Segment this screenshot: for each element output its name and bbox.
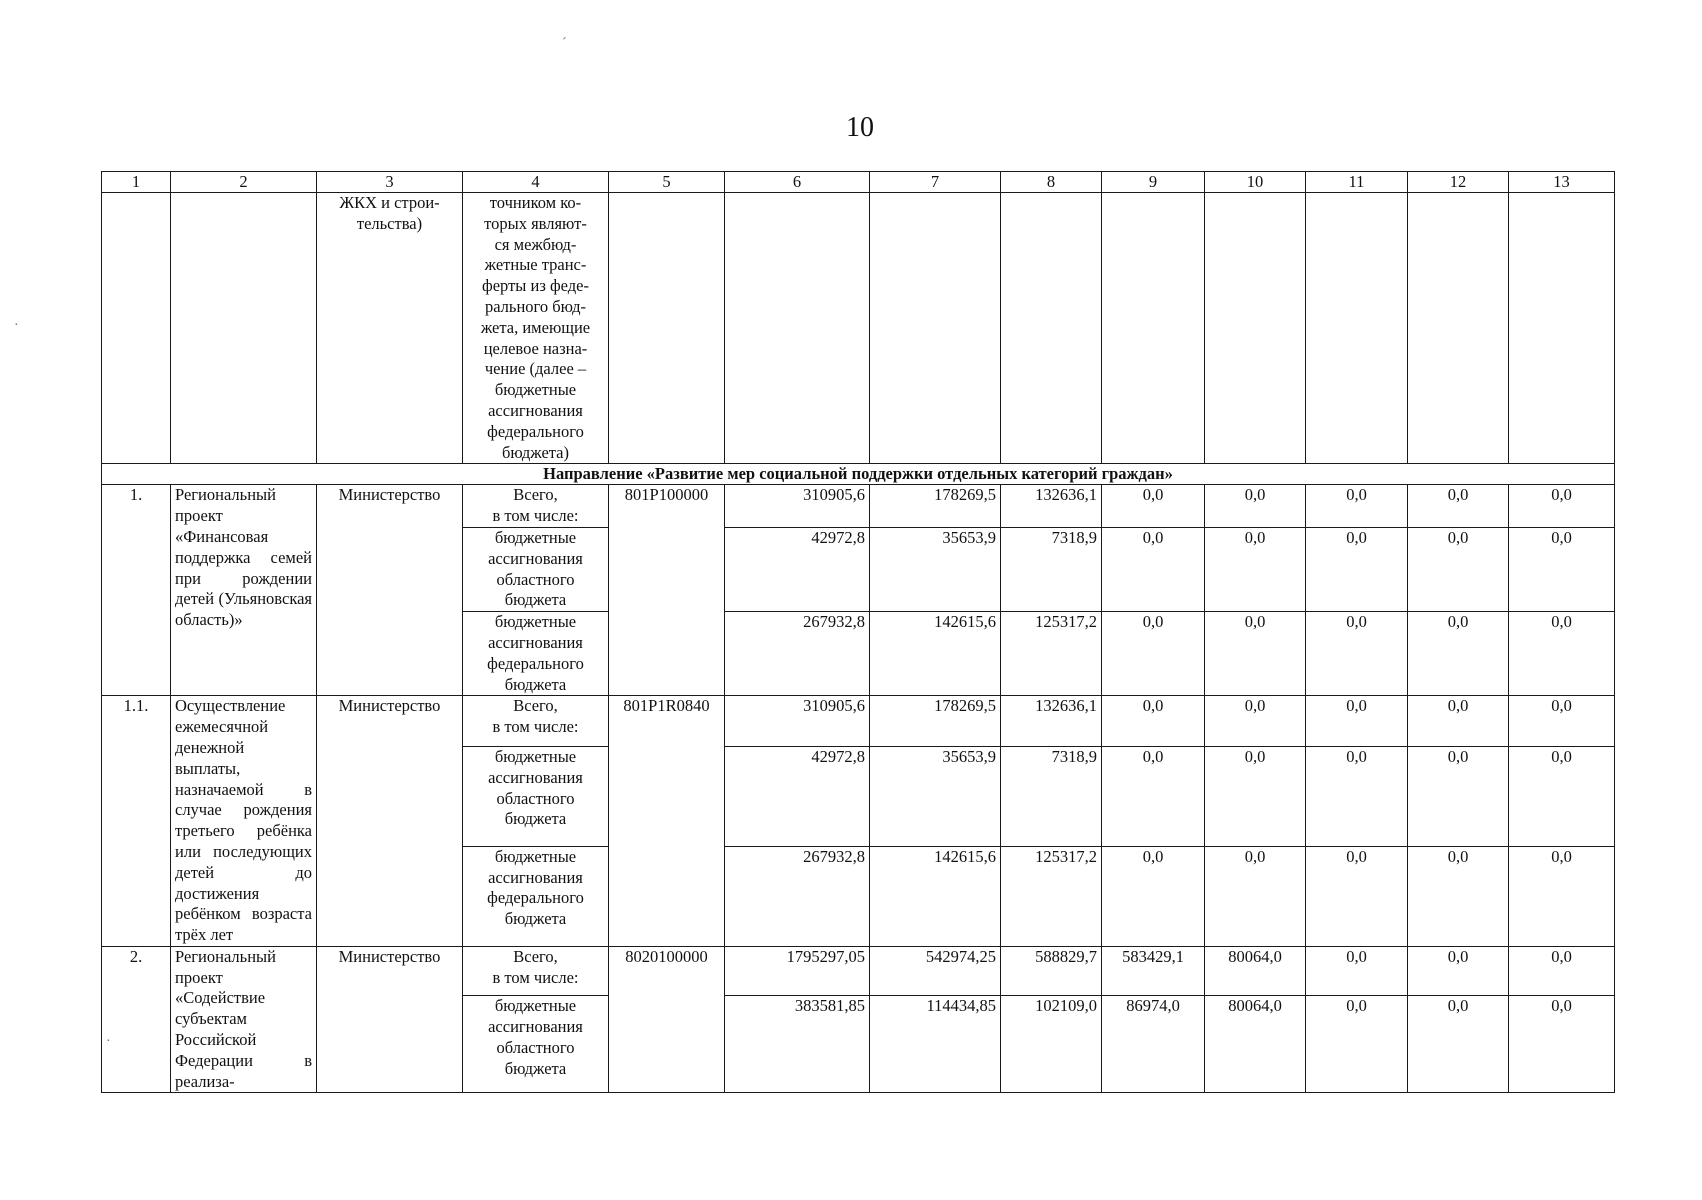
budget-table <box>101 171 1615 1093</box>
amount-cell: 125317,2 <box>1001 846 1102 946</box>
amount-cell: 125317,2 <box>1001 612 1102 696</box>
cell-value <box>1102 193 1205 464</box>
amount-cell: 86974,0 <box>1102 996 1205 1093</box>
amount-cell: 0,0 <box>1408 696 1509 747</box>
column-number: 11 <box>1306 172 1408 193</box>
amount-cell: 267932,8 <box>725 612 870 696</box>
amount-cell: 0,0 <box>1102 696 1205 747</box>
direction-row <box>102 464 1615 485</box>
amount-cell: 1795297,05 <box>725 946 870 995</box>
measure-name: Осуществление ежемесячной денежной выплаты, назначаемой в случае рождения третьего ребёнка или последующих детей до достижения ребёнком возраста трёх лет <box>171 696 317 947</box>
amount-cell: 0,0 <box>1509 612 1615 696</box>
column-number: 5 <box>609 172 725 193</box>
cell-value <box>1408 193 1509 464</box>
cell-value <box>725 193 870 464</box>
amount-cell: 0,0 <box>1306 485 1408 528</box>
amount-cell: 114434,85 <box>870 996 1001 1093</box>
amount-cell: 267932,8 <box>725 846 870 946</box>
amount-cell: 0,0 <box>1306 946 1408 995</box>
scan-speck: ´ <box>562 36 567 51</box>
amount-cell: 0,0 <box>1205 696 1306 747</box>
amount-cell: 80064,0 <box>1205 996 1306 1093</box>
amount-cell: 0,0 <box>1509 746 1615 846</box>
amount-cell: 0,0 <box>1306 612 1408 696</box>
funding-source: бюджетные ассигнования областного бюджета <box>463 746 609 846</box>
column-number: 2 <box>171 172 317 193</box>
column-number: 12 <box>1408 172 1509 193</box>
amount-cell: 0,0 <box>1509 846 1615 946</box>
cell-no <box>102 193 171 464</box>
amount-cell: 0,0 <box>1509 696 1615 747</box>
cell-source: точником ко- торых являют- ся межбюд- жетные транс- ферты из феде- рального бюд- жета, имеющие целевое назна- чение (далее – бюджетные ассигнования федерального бюджета) <box>463 193 609 464</box>
amount-cell: 0,0 <box>1509 946 1615 995</box>
table-row <box>102 485 1615 528</box>
cell-name <box>171 193 317 464</box>
amount-cell: 35653,9 <box>870 527 1001 611</box>
column-number: 9 <box>1102 172 1205 193</box>
column-number: 3 <box>317 172 463 193</box>
responsible: Министерство <box>317 946 463 1093</box>
amount-cell: 0,0 <box>1102 612 1205 696</box>
amount-cell: 80064,0 <box>1205 946 1306 995</box>
funding-source: бюджетные ассигнования областного бюджета <box>463 527 609 611</box>
amount-cell: 0,0 <box>1509 485 1615 528</box>
budget-code: 8020100000 <box>609 946 725 1093</box>
column-number: 10 <box>1205 172 1306 193</box>
amount-cell: 310905,6 <box>725 485 870 528</box>
amount-cell: 102109,0 <box>1001 996 1102 1093</box>
amount-cell: 0,0 <box>1509 996 1615 1093</box>
amount-cell: 142615,6 <box>870 846 1001 946</box>
column-number: 1 <box>102 172 171 193</box>
amount-cell: 310905,6 <box>725 696 870 747</box>
funding-source: Всего, в том числе: <box>463 696 609 747</box>
cell-value <box>1205 193 1306 464</box>
amount-cell: 0,0 <box>1408 846 1509 946</box>
amount-cell: 0,0 <box>1102 746 1205 846</box>
funding-source: бюджетные ассигнования федерального бюджета <box>463 612 609 696</box>
table-row <box>102 696 1615 747</box>
amount-cell: 0,0 <box>1306 527 1408 611</box>
amount-cell: 0,0 <box>1102 846 1205 946</box>
column-number: 6 <box>725 172 870 193</box>
amount-cell: 0,0 <box>1102 527 1205 611</box>
amount-cell: 0,0 <box>1102 485 1205 528</box>
cell-value <box>1001 193 1102 464</box>
amount-cell: 0,0 <box>1205 746 1306 846</box>
funding-source: Всего, в том числе: <box>463 485 609 528</box>
row-number: 1.1. <box>102 696 171 947</box>
amount-cell: 178269,5 <box>870 485 1001 528</box>
amount-cell: 0,0 <box>1205 485 1306 528</box>
row-number: 1. <box>102 485 171 696</box>
amount-cell: 142615,6 <box>870 612 1001 696</box>
amount-cell: 0,0 <box>1408 946 1509 995</box>
amount-cell: 0,0 <box>1408 746 1509 846</box>
column-number: 8 <box>1001 172 1102 193</box>
amount-cell: 0,0 <box>1205 612 1306 696</box>
amount-cell: 42972,8 <box>725 746 870 846</box>
cell-value <box>1306 193 1408 464</box>
amount-cell: 132636,1 <box>1001 485 1102 528</box>
cell-responsible: ЖКХ и строи- тельства) <box>317 193 463 464</box>
amount-cell: 383581,85 <box>725 996 870 1093</box>
cell-value <box>870 193 1001 464</box>
amount-cell: 583429,1 <box>1102 946 1205 995</box>
amount-cell: 0,0 <box>1509 527 1615 611</box>
scan-speck: · <box>14 318 19 333</box>
amount-cell: 0,0 <box>1306 996 1408 1093</box>
scan-speck: · <box>106 1034 111 1049</box>
amount-cell: 42972,8 <box>725 527 870 611</box>
amount-cell: 542974,25 <box>870 946 1001 995</box>
amount-cell: 0,0 <box>1306 846 1408 946</box>
amount-cell: 0,0 <box>1205 527 1306 611</box>
measure-name: Региональный проект «Содействие субъектам Российской Федерации в реализа- <box>171 946 317 1093</box>
amount-cell: 588829,7 <box>1001 946 1102 995</box>
funding-source: бюджетные ассигнования федерального бюджета <box>463 846 609 946</box>
amount-cell: 0,0 <box>1205 846 1306 946</box>
responsible: Министерство <box>317 485 463 696</box>
table-row <box>102 946 1615 995</box>
page-number: 10 <box>846 112 874 143</box>
amount-cell: 0,0 <box>1408 485 1509 528</box>
amount-cell: 178269,5 <box>870 696 1001 747</box>
amount-cell: 7318,9 <box>1001 746 1102 846</box>
cell-value <box>1509 193 1615 464</box>
amount-cell: 35653,9 <box>870 746 1001 846</box>
budget-code: 801P1R0840 <box>609 696 725 947</box>
amount-cell: 0,0 <box>1408 612 1509 696</box>
header-row <box>102 172 1615 193</box>
row-number: 2. <box>102 946 171 1093</box>
continuation-row <box>102 193 1615 464</box>
amount-cell: 0,0 <box>1408 527 1509 611</box>
amount-cell: 132636,1 <box>1001 696 1102 747</box>
column-number: 7 <box>870 172 1001 193</box>
measure-name: Региональный проект «Финансовая поддержка семей при рождении детей (Ульяновская область)» <box>171 485 317 696</box>
cell-value <box>609 193 725 464</box>
amount-cell: 0,0 <box>1306 746 1408 846</box>
direction-title: Направление «Развитие мер социальной поддержки отдельных категорий граждан» <box>102 464 1615 485</box>
column-number: 13 <box>1509 172 1615 193</box>
amount-cell: 0,0 <box>1408 996 1509 1093</box>
funding-source: бюджетные ассигнования областного бюджета <box>463 996 609 1093</box>
responsible: Министерство <box>317 696 463 947</box>
amount-cell: 7318,9 <box>1001 527 1102 611</box>
column-number: 4 <box>463 172 609 193</box>
funding-source: Всего, в том числе: <box>463 946 609 995</box>
amount-cell: 0,0 <box>1306 696 1408 747</box>
budget-code: 801P100000 <box>609 485 725 696</box>
